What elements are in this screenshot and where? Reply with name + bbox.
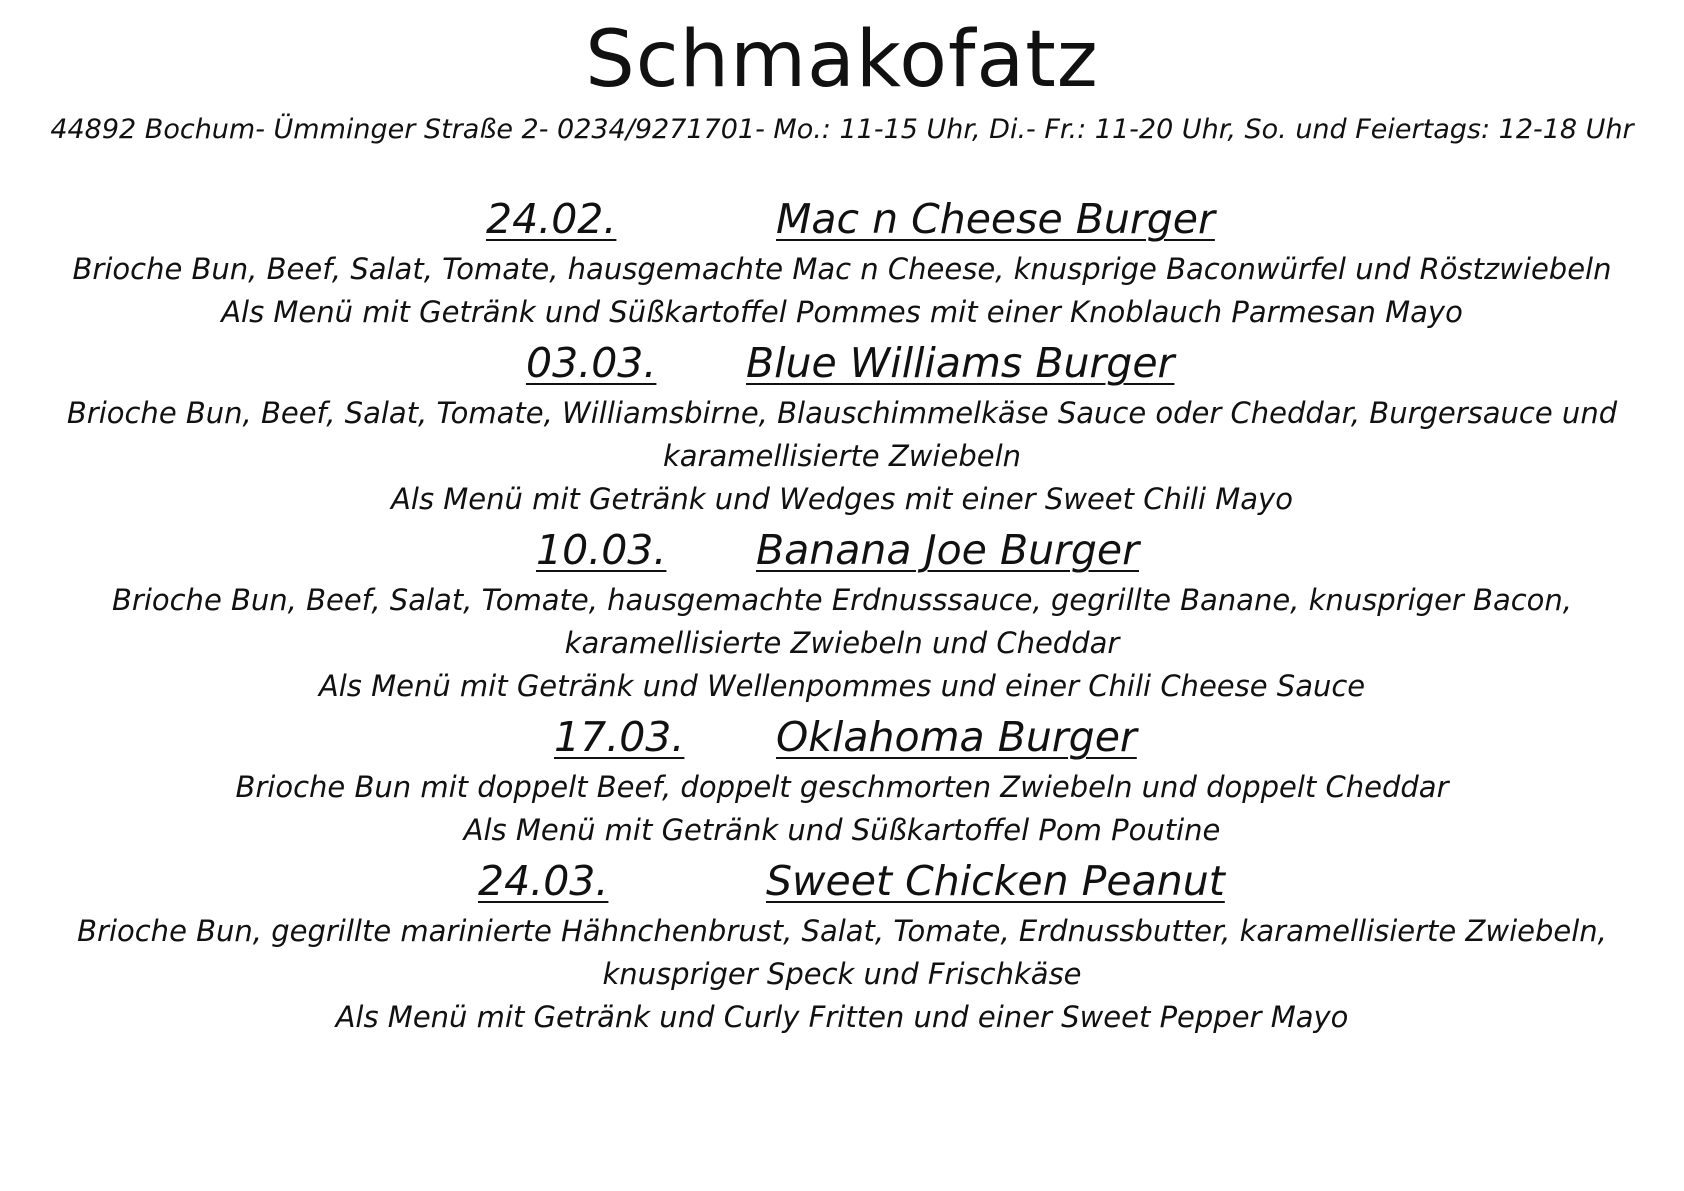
restaurant-info: 44892 Bochum- Ümminger Straße 2- 0234/9271701- Mo.: 11-15 Uhr, Di.- Fr.: 11-20 Uhr, So. und Feiertags: 12-18 Uhr xyxy=(50,114,1634,145)
entry-name: Oklahoma Burger xyxy=(776,713,1137,761)
menu-entry xyxy=(20,852,1664,1039)
entry-header xyxy=(20,334,1664,392)
entry-date: 24.03. xyxy=(478,857,609,905)
entry-description: karamellisierte Zwiebeln xyxy=(662,439,1022,473)
entry-date: 10.03. xyxy=(536,526,667,574)
entry-header xyxy=(20,190,1664,248)
entry-menu-offer: Als Menü mit Getränk und Süßkartoffel Pommes mit einer Knoblauch Parmesan Mayo xyxy=(221,295,1463,329)
entry-header xyxy=(20,852,1664,910)
entry-header xyxy=(20,521,1664,579)
menu-entry xyxy=(20,708,1664,852)
entry-date: 17.03. xyxy=(554,713,685,761)
entry-name: Blue Williams Burger xyxy=(746,339,1175,387)
entry-date: 03.03. xyxy=(526,339,657,387)
entry-description: Brioche Bun, Beef, Salat, Tomate, hausgemachte Mac n Cheese, knusprige Baconwürfel und Röstzwiebeln xyxy=(72,252,1612,286)
entry-menu-offer: Als Menü mit Getränk und Süßkartoffel Pom Poutine xyxy=(463,813,1221,847)
entry-description: Brioche Bun mit doppelt Beef, doppelt geschmorten Zwiebeln und doppelt Cheddar xyxy=(235,770,1449,804)
entry-name: Banana Joe Burger xyxy=(756,526,1140,574)
entry-name: Sweet Chicken Peanut xyxy=(766,857,1225,905)
entry-description: karamellisierte Zwiebeln und Cheddar xyxy=(564,626,1120,660)
entry-menu-offer: Als Menü mit Getränk und Wellenpommes und einer Chili Cheese Sauce xyxy=(318,669,1366,703)
menu-entry xyxy=(20,334,1664,521)
entry-description: Brioche Bun, Beef, Salat, Tomate, Williamsbirne, Blauschimmelkäse Sauce oder Cheddar, Burgersauce und xyxy=(66,396,1618,430)
entry-description: knuspriger Speck und Frischkäse xyxy=(602,957,1082,991)
menu-entry xyxy=(20,190,1664,334)
restaurant-title: Schmakofatz xyxy=(585,15,1099,105)
entry-menu-offer: Als Menü mit Getränk und Wedges mit einer Sweet Chili Mayo xyxy=(391,482,1293,516)
entry-description: Brioche Bun, gegrillte marinierte Hähnchenbrust, Salat, Tomate, Erdnussbutter, karamellisierte Zwiebeln, xyxy=(77,914,1607,948)
entry-name: Mac n Cheese Burger xyxy=(776,195,1215,243)
menu-entry xyxy=(20,521,1664,708)
entry-date: 24.02. xyxy=(486,195,617,243)
entry-menu-offer: Als Menü mit Getränk und Curly Fritten und einer Sweet Pepper Mayo xyxy=(335,1000,1349,1034)
entry-header xyxy=(20,708,1664,766)
weekly-menu xyxy=(20,190,1664,1039)
entry-description: Brioche Bun, Beef, Salat, Tomate, hausgemachte Erdnusssauce, gegrillte Banane, knuspriger Bacon, xyxy=(112,583,1572,617)
